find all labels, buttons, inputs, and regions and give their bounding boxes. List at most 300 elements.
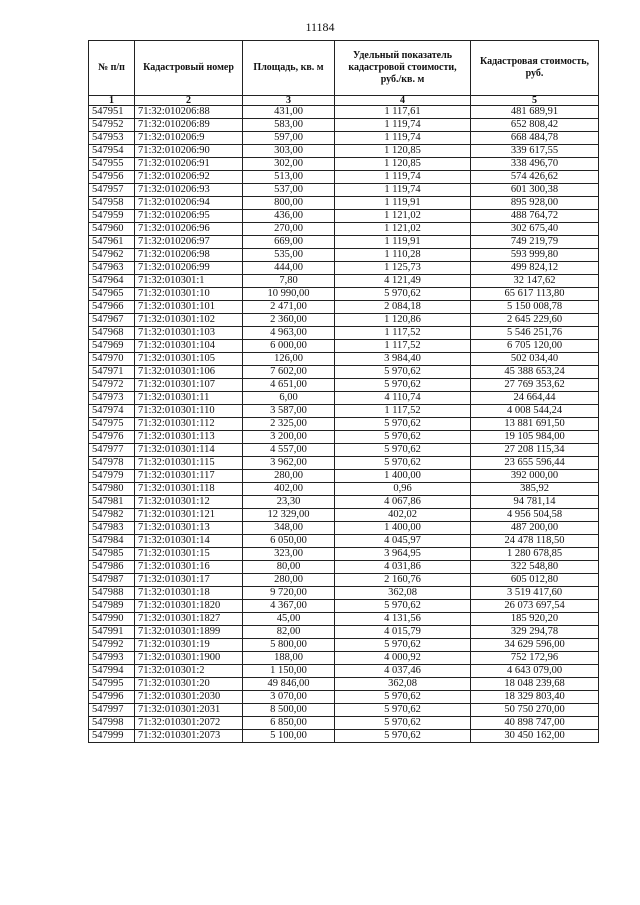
area-cell: 5 800,00 bbox=[243, 639, 335, 652]
specific-value-cell: 5 970,62 bbox=[335, 418, 471, 431]
table-row bbox=[89, 366, 599, 379]
row-number-cell: 547974 bbox=[89, 405, 135, 418]
area-cell: 6 050,00 bbox=[243, 535, 335, 548]
cadastral-value-cell: 4 956 504,58 bbox=[471, 509, 599, 522]
area-cell: 6 850,00 bbox=[243, 717, 335, 730]
table-row bbox=[89, 600, 599, 613]
row-number-cell: 547991 bbox=[89, 626, 135, 639]
area-cell: 800,00 bbox=[243, 197, 335, 210]
cadastral-number-cell: 71:32:010301:114 bbox=[135, 444, 243, 457]
cadastral-number-cell: 71:32:010301:2 bbox=[135, 665, 243, 678]
table-row bbox=[89, 509, 599, 522]
table-row bbox=[89, 613, 599, 626]
row-number-cell: 547981 bbox=[89, 496, 135, 509]
table-row bbox=[89, 158, 599, 171]
area-cell: 6 000,00 bbox=[243, 340, 335, 353]
specific-value-cell: 2 160,76 bbox=[335, 574, 471, 587]
table-header-row bbox=[89, 41, 599, 96]
cadastral-number-cell: 71:32:010301:115 bbox=[135, 457, 243, 470]
row-number-cell: 547962 bbox=[89, 249, 135, 262]
area-cell: 3 200,00 bbox=[243, 431, 335, 444]
table-row bbox=[89, 249, 599, 262]
table-row bbox=[89, 587, 599, 600]
row-number-cell: 547972 bbox=[89, 379, 135, 392]
table-row bbox=[89, 275, 599, 288]
specific-value-cell: 1 119,91 bbox=[335, 197, 471, 210]
cadastral-number-cell: 71:32:010301:117 bbox=[135, 470, 243, 483]
row-number-cell: 547977 bbox=[89, 444, 135, 457]
cadastral-number-cell: 71:32:010301:1899 bbox=[135, 626, 243, 639]
specific-value-cell: 4 121,49 bbox=[335, 275, 471, 288]
cadastral-value-cell: 185 920,20 bbox=[471, 613, 599, 626]
specific-value-cell: 4 037,46 bbox=[335, 665, 471, 678]
cadastral-value-cell: 502 034,40 bbox=[471, 353, 599, 366]
cadastral-number-cell: 71:32:010206:92 bbox=[135, 171, 243, 184]
cadastral-value-cell: 488 764,72 bbox=[471, 210, 599, 223]
cadastral-value-cell: 5 150 008,78 bbox=[471, 301, 599, 314]
table-row bbox=[89, 678, 599, 691]
row-number-cell: 547956 bbox=[89, 171, 135, 184]
row-number-cell: 547975 bbox=[89, 418, 135, 431]
cadastral-number-cell: 71:32:010301:110 bbox=[135, 405, 243, 418]
specific-value-cell: 5 970,62 bbox=[335, 457, 471, 470]
row-number-cell: 547963 bbox=[89, 262, 135, 275]
column-number: 1 bbox=[89, 96, 135, 106]
area-cell: 2 360,00 bbox=[243, 314, 335, 327]
cadastral-number-cell: 71:32:010301:1 bbox=[135, 275, 243, 288]
row-number-cell: 547958 bbox=[89, 197, 135, 210]
cadastral-number-cell: 71:32:010301:121 bbox=[135, 509, 243, 522]
area-cell: 431,00 bbox=[243, 106, 335, 119]
cadastral-number-cell: 71:32:010206:90 bbox=[135, 145, 243, 158]
row-number-cell: 547997 bbox=[89, 704, 135, 717]
cadastral-value-cell: 392 000,00 bbox=[471, 470, 599, 483]
table-row bbox=[89, 132, 599, 145]
specific-value-cell: 1 400,00 bbox=[335, 470, 471, 483]
row-number-cell: 547951 bbox=[89, 106, 135, 119]
specific-value-cell: 5 970,62 bbox=[335, 691, 471, 704]
specific-value-cell: 5 970,62 bbox=[335, 639, 471, 652]
cadastral-number-cell: 71:32:010301:2031 bbox=[135, 704, 243, 717]
column-number-row bbox=[89, 96, 599, 106]
header-cadastral-value: Кадастровая стоимость, руб. bbox=[471, 41, 599, 96]
cadastral-value-cell: 6 705 120,00 bbox=[471, 340, 599, 353]
specific-value-cell: 1 119,74 bbox=[335, 132, 471, 145]
specific-value-cell: 1 121,02 bbox=[335, 210, 471, 223]
area-cell: 3 070,00 bbox=[243, 691, 335, 704]
table-row bbox=[89, 119, 599, 132]
row-number-cell: 547953 bbox=[89, 132, 135, 145]
specific-value-cell: 5 970,62 bbox=[335, 379, 471, 392]
row-number-cell: 547988 bbox=[89, 587, 135, 600]
cadastral-number-cell: 71:32:010301:2030 bbox=[135, 691, 243, 704]
cadastral-value-cell: 593 999,80 bbox=[471, 249, 599, 262]
row-number-cell: 547982 bbox=[89, 509, 135, 522]
row-number-cell: 547984 bbox=[89, 535, 135, 548]
cadastral-value-cell: 338 496,70 bbox=[471, 158, 599, 171]
table-row bbox=[89, 340, 599, 353]
cadastral-value-cell: 302 675,40 bbox=[471, 223, 599, 236]
cadastral-value-cell: 18 048 239,68 bbox=[471, 678, 599, 691]
table-row bbox=[89, 353, 599, 366]
specific-value-cell: 1 120,85 bbox=[335, 158, 471, 171]
area-cell: 4 963,00 bbox=[243, 327, 335, 340]
cadastral-value-cell: 32 147,62 bbox=[471, 275, 599, 288]
cadastral-number-cell: 71:32:010301:2072 bbox=[135, 717, 243, 730]
cadastral-value-cell: 30 450 162,00 bbox=[471, 730, 599, 743]
row-number-cell: 547952 bbox=[89, 119, 135, 132]
area-cell: 4 651,00 bbox=[243, 379, 335, 392]
area-cell: 280,00 bbox=[243, 574, 335, 587]
table-row bbox=[89, 288, 599, 301]
specific-value-cell: 1 119,91 bbox=[335, 236, 471, 249]
row-number-cell: 547965 bbox=[89, 288, 135, 301]
table-body bbox=[89, 106, 599, 743]
cadastral-value-cell: 895 928,00 bbox=[471, 197, 599, 210]
column-number: 5 bbox=[471, 96, 599, 106]
cadastral-value-cell: 23 655 596,44 bbox=[471, 457, 599, 470]
specific-value-cell: 5 970,62 bbox=[335, 600, 471, 613]
area-cell: 2 471,00 bbox=[243, 301, 335, 314]
cadastral-value-cell: 18 329 803,40 bbox=[471, 691, 599, 704]
header-specific-value: Удельный показатель кадастровой стоимости, руб./кв. м bbox=[335, 41, 471, 96]
table-row bbox=[89, 665, 599, 678]
row-number-cell: 547985 bbox=[89, 548, 135, 561]
row-number-cell: 547998 bbox=[89, 717, 135, 730]
row-number-cell: 547979 bbox=[89, 470, 135, 483]
specific-value-cell: 1 119,74 bbox=[335, 171, 471, 184]
cadastral-number-cell: 71:32:010301:103 bbox=[135, 327, 243, 340]
specific-value-cell: 1 125,73 bbox=[335, 262, 471, 275]
table-row bbox=[89, 184, 599, 197]
cadastral-value-cell: 499 824,12 bbox=[471, 262, 599, 275]
column-number: 3 bbox=[243, 96, 335, 106]
row-number-cell: 547986 bbox=[89, 561, 135, 574]
table-row bbox=[89, 418, 599, 431]
specific-value-cell: 4 045,97 bbox=[335, 535, 471, 548]
row-number-cell: 547999 bbox=[89, 730, 135, 743]
row-number-cell: 547973 bbox=[89, 392, 135, 405]
cadastral-number-cell: 71:32:010206:93 bbox=[135, 184, 243, 197]
row-number-cell: 547970 bbox=[89, 353, 135, 366]
cadastral-number-cell: 71:32:010301:112 bbox=[135, 418, 243, 431]
table-row bbox=[89, 106, 599, 119]
area-cell: 4 557,00 bbox=[243, 444, 335, 457]
table-row bbox=[89, 379, 599, 392]
area-cell: 280,00 bbox=[243, 470, 335, 483]
row-number-cell: 547983 bbox=[89, 522, 135, 535]
cadastral-value-cell: 601 300,38 bbox=[471, 184, 599, 197]
table-row bbox=[89, 574, 599, 587]
cadastral-value-cell: 481 689,91 bbox=[471, 106, 599, 119]
table-row bbox=[89, 145, 599, 158]
cadastral-number-cell: 71:32:010301:1900 bbox=[135, 652, 243, 665]
table-row bbox=[89, 197, 599, 210]
cadastral-value-cell: 34 629 596,00 bbox=[471, 639, 599, 652]
table-row bbox=[89, 314, 599, 327]
specific-value-cell: 5 970,62 bbox=[335, 431, 471, 444]
cadastral-value-cell: 13 881 691,50 bbox=[471, 418, 599, 431]
table-row bbox=[89, 392, 599, 405]
area-cell: 1 150,00 bbox=[243, 665, 335, 678]
table-row bbox=[89, 496, 599, 509]
specific-value-cell: 3 984,40 bbox=[335, 353, 471, 366]
specific-value-cell: 402,02 bbox=[335, 509, 471, 522]
row-number-cell: 547954 bbox=[89, 145, 135, 158]
cadastral-number-cell: 71:32:010206:97 bbox=[135, 236, 243, 249]
cadastral-value-cell: 27 208 115,34 bbox=[471, 444, 599, 457]
area-cell: 4 367,00 bbox=[243, 600, 335, 613]
cadastral-value-cell: 329 294,78 bbox=[471, 626, 599, 639]
cadastral-number-cell: 71:32:010301:11 bbox=[135, 392, 243, 405]
area-cell: 669,00 bbox=[243, 236, 335, 249]
page-number: 11184 bbox=[305, 20, 335, 34]
row-number-cell: 547966 bbox=[89, 301, 135, 314]
table-row bbox=[89, 210, 599, 223]
table-row bbox=[89, 652, 599, 665]
cadastral-value-cell: 652 808,42 bbox=[471, 119, 599, 132]
cadastral-value-cell: 2 645 229,60 bbox=[471, 314, 599, 327]
row-number-cell: 547969 bbox=[89, 340, 135, 353]
row-number-cell: 547976 bbox=[89, 431, 135, 444]
cadastral-value-cell: 574 426,62 bbox=[471, 171, 599, 184]
column-number: 2 bbox=[135, 96, 243, 106]
cadastral-number-cell: 71:32:010301:105 bbox=[135, 353, 243, 366]
area-cell: 302,00 bbox=[243, 158, 335, 171]
row-number-cell: 547959 bbox=[89, 210, 135, 223]
table-row bbox=[89, 522, 599, 535]
cadastral-value-cell: 65 617 113,80 bbox=[471, 288, 599, 301]
cadastral-number-cell: 71:32:010301:20 bbox=[135, 678, 243, 691]
area-cell: 6,00 bbox=[243, 392, 335, 405]
area-cell: 537,00 bbox=[243, 184, 335, 197]
table-row bbox=[89, 483, 599, 496]
cadastral-number-cell: 71:32:010206:94 bbox=[135, 197, 243, 210]
row-number-cell: 547964 bbox=[89, 275, 135, 288]
cadastral-value-cell: 45 388 653,24 bbox=[471, 366, 599, 379]
specific-value-cell: 1 117,52 bbox=[335, 340, 471, 353]
cadastral-value-cell: 752 172,96 bbox=[471, 652, 599, 665]
cadastral-number-cell: 71:32:010301:107 bbox=[135, 379, 243, 392]
cadastral-value-cell: 605 012,80 bbox=[471, 574, 599, 587]
cadastral-number-cell: 71:32:010301:12 bbox=[135, 496, 243, 509]
cadastral-value-cell: 749 219,79 bbox=[471, 236, 599, 249]
specific-value-cell: 5 970,62 bbox=[335, 444, 471, 457]
area-cell: 348,00 bbox=[243, 522, 335, 535]
table-row bbox=[89, 561, 599, 574]
specific-value-cell: 4 067,86 bbox=[335, 496, 471, 509]
area-cell: 80,00 bbox=[243, 561, 335, 574]
table-row bbox=[89, 730, 599, 743]
cadastral-number-cell: 71:32:010206:99 bbox=[135, 262, 243, 275]
area-cell: 23,30 bbox=[243, 496, 335, 509]
cadastral-number-cell: 71:32:010301:13 bbox=[135, 522, 243, 535]
row-number-cell: 547992 bbox=[89, 639, 135, 652]
table-row bbox=[89, 691, 599, 704]
table-row bbox=[89, 548, 599, 561]
cadastral-value-cell: 19 105 984,00 bbox=[471, 431, 599, 444]
row-number-cell: 547960 bbox=[89, 223, 135, 236]
area-cell: 5 100,00 bbox=[243, 730, 335, 743]
header-cadastral-number: Кадастровый номер bbox=[135, 41, 243, 96]
row-number-cell: 547955 bbox=[89, 158, 135, 171]
cadastral-number-cell: 71:32:010206:91 bbox=[135, 158, 243, 171]
table-row bbox=[89, 301, 599, 314]
cadastral-number-cell: 71:32:010301:19 bbox=[135, 639, 243, 652]
cadastral-value-cell: 1 280 678,85 bbox=[471, 548, 599, 561]
row-number-cell: 547980 bbox=[89, 483, 135, 496]
area-cell: 49 846,00 bbox=[243, 678, 335, 691]
area-cell: 323,00 bbox=[243, 548, 335, 561]
specific-value-cell: 5 970,62 bbox=[335, 288, 471, 301]
cadastral-number-cell: 71:32:010301:101 bbox=[135, 301, 243, 314]
area-cell: 45,00 bbox=[243, 613, 335, 626]
area-cell: 10 990,00 bbox=[243, 288, 335, 301]
specific-value-cell: 1 121,02 bbox=[335, 223, 471, 236]
cadastral-number-cell: 71:32:010301:104 bbox=[135, 340, 243, 353]
area-cell: 535,00 bbox=[243, 249, 335, 262]
cadastral-value-cell: 50 750 270,00 bbox=[471, 704, 599, 717]
area-cell: 436,00 bbox=[243, 210, 335, 223]
area-cell: 597,00 bbox=[243, 132, 335, 145]
cadastral-value-cell: 40 898 747,00 bbox=[471, 717, 599, 730]
row-number-cell: 547968 bbox=[89, 327, 135, 340]
row-number-cell: 547993 bbox=[89, 652, 135, 665]
specific-value-cell: 1 119,74 bbox=[335, 184, 471, 197]
cadastral-number-cell: 71:32:010301:14 bbox=[135, 535, 243, 548]
row-number-cell: 547989 bbox=[89, 600, 135, 613]
table-row bbox=[89, 171, 599, 184]
table-row bbox=[89, 236, 599, 249]
area-cell: 444,00 bbox=[243, 262, 335, 275]
table-row bbox=[89, 717, 599, 730]
specific-value-cell: 5 970,62 bbox=[335, 717, 471, 730]
row-number-cell: 547995 bbox=[89, 678, 135, 691]
specific-value-cell: 4 110,74 bbox=[335, 392, 471, 405]
cadastral-number-cell: 71:32:010301:102 bbox=[135, 314, 243, 327]
row-number-cell: 547967 bbox=[89, 314, 135, 327]
specific-value-cell: 1 400,00 bbox=[335, 522, 471, 535]
cadastral-value-cell: 24 478 118,50 bbox=[471, 535, 599, 548]
area-cell: 126,00 bbox=[243, 353, 335, 366]
area-cell: 303,00 bbox=[243, 145, 335, 158]
cadastral-number-cell: 71:32:010301:113 bbox=[135, 431, 243, 444]
area-cell: 3 587,00 bbox=[243, 405, 335, 418]
cadastral-value-cell: 94 781,14 bbox=[471, 496, 599, 509]
specific-value-cell: 4 000,92 bbox=[335, 652, 471, 665]
row-number-cell: 547971 bbox=[89, 366, 135, 379]
cadastral-number-cell: 71:32:010301:106 bbox=[135, 366, 243, 379]
table-row bbox=[89, 704, 599, 717]
table-row bbox=[89, 470, 599, 483]
specific-value-cell: 5 970,62 bbox=[335, 704, 471, 717]
header-area: Площадь, кв. м bbox=[243, 41, 335, 96]
row-number-cell: 547961 bbox=[89, 236, 135, 249]
specific-value-cell: 1 117,52 bbox=[335, 327, 471, 340]
area-cell: 2 325,00 bbox=[243, 418, 335, 431]
header-row-number: № п/п bbox=[89, 41, 135, 96]
cadastral-number-cell: 71:32:010301:1820 bbox=[135, 600, 243, 613]
cadastral-number-cell: 71:32:010206:95 bbox=[135, 210, 243, 223]
cadastral-value-cell: 3 519 417,60 bbox=[471, 587, 599, 600]
area-cell: 82,00 bbox=[243, 626, 335, 639]
area-cell: 7,80 bbox=[243, 275, 335, 288]
cadastral-value-cell: 4 008 544,24 bbox=[471, 405, 599, 418]
cadastral-value-table bbox=[88, 40, 599, 743]
specific-value-cell: 1 117,61 bbox=[335, 106, 471, 119]
specific-value-cell: 5 970,62 bbox=[335, 366, 471, 379]
cadastral-number-cell: 71:32:010301:1827 bbox=[135, 613, 243, 626]
area-cell: 12 329,00 bbox=[243, 509, 335, 522]
specific-value-cell: 2 084,18 bbox=[335, 301, 471, 314]
cadastral-value-cell: 26 073 697,54 bbox=[471, 600, 599, 613]
cadastral-value-cell: 322 548,80 bbox=[471, 561, 599, 574]
cadastral-number-cell: 71:32:010206:9 bbox=[135, 132, 243, 145]
area-cell: 3 962,00 bbox=[243, 457, 335, 470]
cadastral-value-cell: 339 617,55 bbox=[471, 145, 599, 158]
specific-value-cell: 4 131,56 bbox=[335, 613, 471, 626]
cadastral-number-cell: 71:32:010206:96 bbox=[135, 223, 243, 236]
cadastral-number-cell: 71:32:010301:17 bbox=[135, 574, 243, 587]
specific-value-cell: 362,08 bbox=[335, 587, 471, 600]
table-row bbox=[89, 431, 599, 444]
cadastral-number-cell: 71:32:010206:89 bbox=[135, 119, 243, 132]
cadastral-value-cell: 385,92 bbox=[471, 483, 599, 496]
cadastral-value-cell: 5 546 251,76 bbox=[471, 327, 599, 340]
area-cell: 7 602,00 bbox=[243, 366, 335, 379]
row-number-cell: 547987 bbox=[89, 574, 135, 587]
row-number-cell: 547978 bbox=[89, 457, 135, 470]
cadastral-number-cell: 71:32:010301:16 bbox=[135, 561, 243, 574]
cadastral-number-cell: 71:32:010301:10 bbox=[135, 288, 243, 301]
specific-value-cell: 0,96 bbox=[335, 483, 471, 496]
table-row bbox=[89, 262, 599, 275]
specific-value-cell: 5 970,62 bbox=[335, 730, 471, 743]
area-cell: 188,00 bbox=[243, 652, 335, 665]
cadastral-number-cell: 71:32:010301:2073 bbox=[135, 730, 243, 743]
row-number-cell: 547994 bbox=[89, 665, 135, 678]
cadastral-value-cell: 27 769 353,62 bbox=[471, 379, 599, 392]
table-row bbox=[89, 626, 599, 639]
cadastral-number-cell: 71:32:010301:118 bbox=[135, 483, 243, 496]
row-number-cell: 547957 bbox=[89, 184, 135, 197]
area-cell: 270,00 bbox=[243, 223, 335, 236]
table-row bbox=[89, 405, 599, 418]
area-cell: 513,00 bbox=[243, 171, 335, 184]
specific-value-cell: 4 015,79 bbox=[335, 626, 471, 639]
specific-value-cell: 1 110,28 bbox=[335, 249, 471, 262]
cadastral-number-cell: 71:32:010206:88 bbox=[135, 106, 243, 119]
cadastral-number-cell: 71:32:010301:15 bbox=[135, 548, 243, 561]
area-cell: 402,00 bbox=[243, 483, 335, 496]
specific-value-cell: 1 119,74 bbox=[335, 119, 471, 132]
area-cell: 583,00 bbox=[243, 119, 335, 132]
specific-value-cell: 1 120,86 bbox=[335, 314, 471, 327]
table-row bbox=[89, 444, 599, 457]
table-row bbox=[89, 223, 599, 236]
specific-value-cell: 4 031,86 bbox=[335, 561, 471, 574]
area-cell: 9 720,00 bbox=[243, 587, 335, 600]
table-row bbox=[89, 535, 599, 548]
row-number-cell: 547996 bbox=[89, 691, 135, 704]
cadastral-value-cell: 4 643 079,00 bbox=[471, 665, 599, 678]
column-number: 4 bbox=[335, 96, 471, 106]
area-cell: 8 500,00 bbox=[243, 704, 335, 717]
cadastral-value-cell: 668 484,78 bbox=[471, 132, 599, 145]
table-row bbox=[89, 457, 599, 470]
cadastral-value-cell: 24 664,44 bbox=[471, 392, 599, 405]
specific-value-cell: 3 964,95 bbox=[335, 548, 471, 561]
